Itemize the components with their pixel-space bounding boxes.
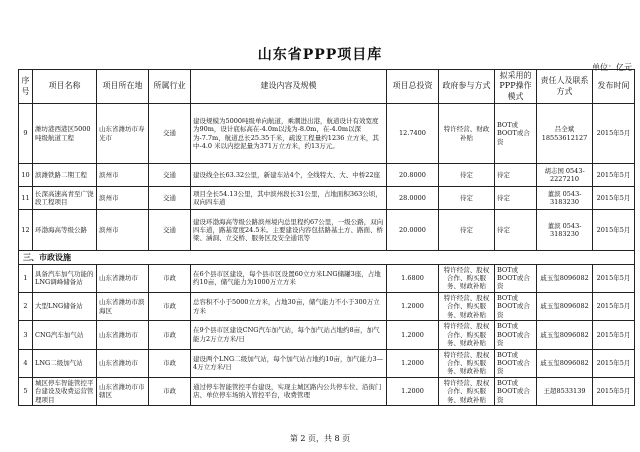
cell-ppp-mode: 待定 [495, 164, 537, 187]
cell-industry: 交通 [149, 210, 191, 251]
header-cell: 项目名称 [33, 70, 97, 104]
header-cell: 项目总投资 [387, 70, 439, 104]
table-row [19, 292, 635, 320]
cell-content: 通过停车智能管控平台建设，实现主城区路内公共停车位、沿街门店、单位停车场纳入管控平台，收费管理 [191, 377, 387, 405]
cell-date: 2015年5月 [593, 264, 635, 292]
cell-industry: 交通 [149, 164, 191, 187]
header-cell: 建设内容及规模 [191, 70, 387, 104]
cell-contact: 戚玉玺8096082 [537, 349, 593, 377]
table-row [19, 187, 635, 210]
cell-ppp-mode: 待定 [495, 210, 537, 251]
cell-project-name: LNG二级加气站 [33, 349, 97, 377]
cell-industry: 交通 [149, 187, 191, 210]
cell-no: 3 [19, 321, 33, 349]
cell-project-name: 大型LNG储备站 [33, 292, 97, 320]
table-body-transport [19, 104, 635, 251]
cell-contact: 戚玉玺8096082 [537, 321, 593, 349]
cell-no: 5 [19, 377, 33, 405]
cell-gov-participation: 特许经营、股权合作、购买服务、财政补贴 [439, 349, 495, 377]
cell-location: 山东省潍坊市滨海区 [97, 292, 149, 320]
cell-project-name: 滨潍铁路二期工程 [33, 164, 97, 187]
unit-label: 单位：亿元 [592, 63, 632, 72]
cell-investment: 20.8000 [387, 164, 439, 187]
cell-gov-participation: 特许经营、股权合作、购买服务、财政补贴 [439, 292, 495, 320]
cell-content: 总容积不小于5000立方米，占地30亩，储气能力不小于300万立方米 [191, 292, 387, 320]
cell-no: 1 [19, 264, 33, 292]
cell-contact: 戚玉玺8096082 [537, 292, 593, 320]
cell-investment: 12.7400 [387, 104, 439, 164]
cell-date: 2015年5月 [593, 164, 635, 187]
ppp-project-table [18, 69, 635, 406]
cell-no: 12 [19, 210, 33, 251]
cell-industry: 交通 [149, 104, 191, 164]
cell-project-name: 具备汽车加气功能的LNG调峰储备站 [33, 264, 97, 292]
cell-contact: 王超8533139 [537, 377, 593, 405]
table-row [19, 210, 635, 251]
cell-ppp-mode: BOT或BOOT或合资 [495, 349, 537, 377]
cell-ppp-mode: BOT或BOOT或合资 [495, 292, 537, 320]
cell-content: 建设线全长63.32公里，新建车站4个，全线特大、大、中桥22座 [191, 164, 387, 187]
cell-gov-participation: 特许经营、股权合作、购买服务、财政补贴 [439, 321, 495, 349]
header-cell: 责任人及联系方式 [537, 70, 593, 104]
cell-gov-participation: 特许经营、股权合作、购买服务、财政补贴 [439, 377, 495, 405]
cell-no: 11 [19, 187, 33, 210]
cell-date: 2015年5月 [593, 104, 635, 164]
cell-industry: 市政 [149, 292, 191, 320]
table-row [19, 264, 635, 292]
cell-ppp-mode: BOT或BOOT或合资 [495, 264, 537, 292]
cell-investment: 1.2000 [387, 321, 439, 349]
cell-investment: 20.0000 [387, 210, 439, 251]
cell-investment: 1.2000 [387, 292, 439, 320]
table-header-row [19, 70, 635, 104]
cell-date: 2015年5月 [593, 187, 635, 210]
cell-content: 项目全长54.13公里，其中滨州段长31公里，占地面积363公顷，双向四车道 [191, 187, 387, 210]
cell-project-name: 城区停车智能管控平台建设及收费运营管理项目 [33, 377, 97, 405]
cell-gov-participation: 待定 [439, 164, 495, 187]
cell-content: 建设两个LNG二级加气站，每个加气站占地约10亩，加气能力3—4万立方米/日 [191, 349, 387, 377]
cell-project-name: 环渤海高等级公路 [33, 210, 97, 251]
cell-gov-participation: 特许经营、股权合作、购买服务、财政补贴 [439, 264, 495, 292]
cell-location: 山东省潍坊市市辖区 [97, 377, 149, 405]
section-title: 三、市政设施 [19, 251, 635, 264]
cell-industry: 市政 [149, 349, 191, 377]
page-footer: 第 2 页，共 8 页 [289, 434, 351, 443]
table-row [19, 349, 635, 377]
cell-gov-participation: 待定 [439, 210, 495, 251]
cell-date: 2015年5月 [593, 292, 635, 320]
table-body-municipal [19, 264, 635, 406]
cell-date: 2015年5月 [593, 321, 635, 349]
cell-contact: 董滨 0543-3183230 [537, 210, 593, 251]
cell-date: 2015年5月 [593, 210, 635, 251]
cell-content: 在9个县市区建设CNG汽车加气站，每个加气站占地约8亩，加气能力2万立方米/日 [191, 321, 387, 349]
cell-location: 山东省潍坊市 [97, 349, 149, 377]
cell-location: 山东省潍坊市 [97, 321, 149, 349]
cell-content: 在6个县市区建设，每个县市区设置60立方米LNG储罐3座，占地约10亩，储气能力为1000万立方米 [191, 264, 387, 292]
cell-no: 10 [19, 164, 33, 187]
header-cell: 发布时间 [593, 70, 635, 104]
cell-location: 滨州市 [97, 210, 149, 251]
cell-project-name: CNG汽车加气站 [33, 321, 97, 349]
cell-content: 建设规模为5000吨级单向航道，乘潮进出港，航道设计有效宽度为90m，设计底标高在-4.0m以浅为-8.0m，在-4.0m以深为-7.7m，航道总长25.35千米，疏浚工程量约1236 立方米，其中-4.0 米以内挖泥量为371万立方米，约13万元。 [191, 104, 387, 164]
cell-ppp-mode: BOT或BOOT或合资 [495, 104, 537, 164]
cell-contact: 戚玉玺8096082 [537, 264, 593, 292]
cell-content: 建设环渤海高等级公路滨州境内总里程约67公里，一级公路，双向四车道，路基宽度24.5米。主要建设内容包括路基土方、路面、桥梁、涵洞、立交桥、服务区及安全通讯等 [191, 210, 387, 251]
header-cell: 序号 [19, 70, 33, 104]
header-cell: 所属行业 [149, 70, 191, 104]
cell-industry: 市政 [149, 264, 191, 292]
cell-project-name: 长深高速高青至广饶段工程项目 [33, 187, 97, 210]
cell-gov-participation: 特许经营、财政补贴 [439, 104, 495, 164]
cell-investment: 28.0000 [387, 187, 439, 210]
cell-no: 4 [19, 349, 33, 377]
header-cell: 拟采用的PPP操作模式 [495, 70, 537, 104]
table-row [19, 321, 635, 349]
cell-contact: 吕全斌 18553612127 [537, 104, 593, 164]
cell-no: 9 [19, 104, 33, 164]
cell-investment: 1.6800 [387, 264, 439, 292]
section-row [19, 251, 635, 264]
header-cell: 政府参与方式 [439, 70, 495, 104]
cell-industry: 市政 [149, 377, 191, 405]
cell-location: 山东省潍坊市寿光市 [97, 104, 149, 164]
cell-investment: 1.2000 [387, 377, 439, 405]
cell-ppp-mode: BOT或BOOT或合资 [495, 377, 537, 405]
cell-location: 滨州市 [97, 187, 149, 210]
header-cell: 项目所在地 [97, 70, 149, 104]
cell-location: 滨州市 [97, 164, 149, 187]
cell-industry: 市政 [149, 321, 191, 349]
cell-investment: 1.2000 [387, 349, 439, 377]
cell-gov-participation: 待定 [439, 187, 495, 210]
cell-no: 2 [19, 292, 33, 320]
cell-date: 2015年5月 [593, 349, 635, 377]
page-title: 山东省PPP项目库 [257, 47, 383, 63]
cell-location: 山东省潍坊市 [97, 264, 149, 292]
cell-date: 2015年5月 [593, 377, 635, 405]
cell-project-name: 潍坊港西港区5000吨级航道工程 [33, 104, 97, 164]
table-row [19, 164, 635, 187]
cell-ppp-mode: BOT或BOOT或合资 [495, 321, 537, 349]
table-row [19, 377, 635, 405]
cell-ppp-mode: 待定 [495, 187, 537, 210]
cell-contact: 董滨 0543-3183230 [537, 187, 593, 210]
cell-contact: 胡志国 0543-2227210 [537, 164, 593, 187]
table-row [19, 104, 635, 164]
